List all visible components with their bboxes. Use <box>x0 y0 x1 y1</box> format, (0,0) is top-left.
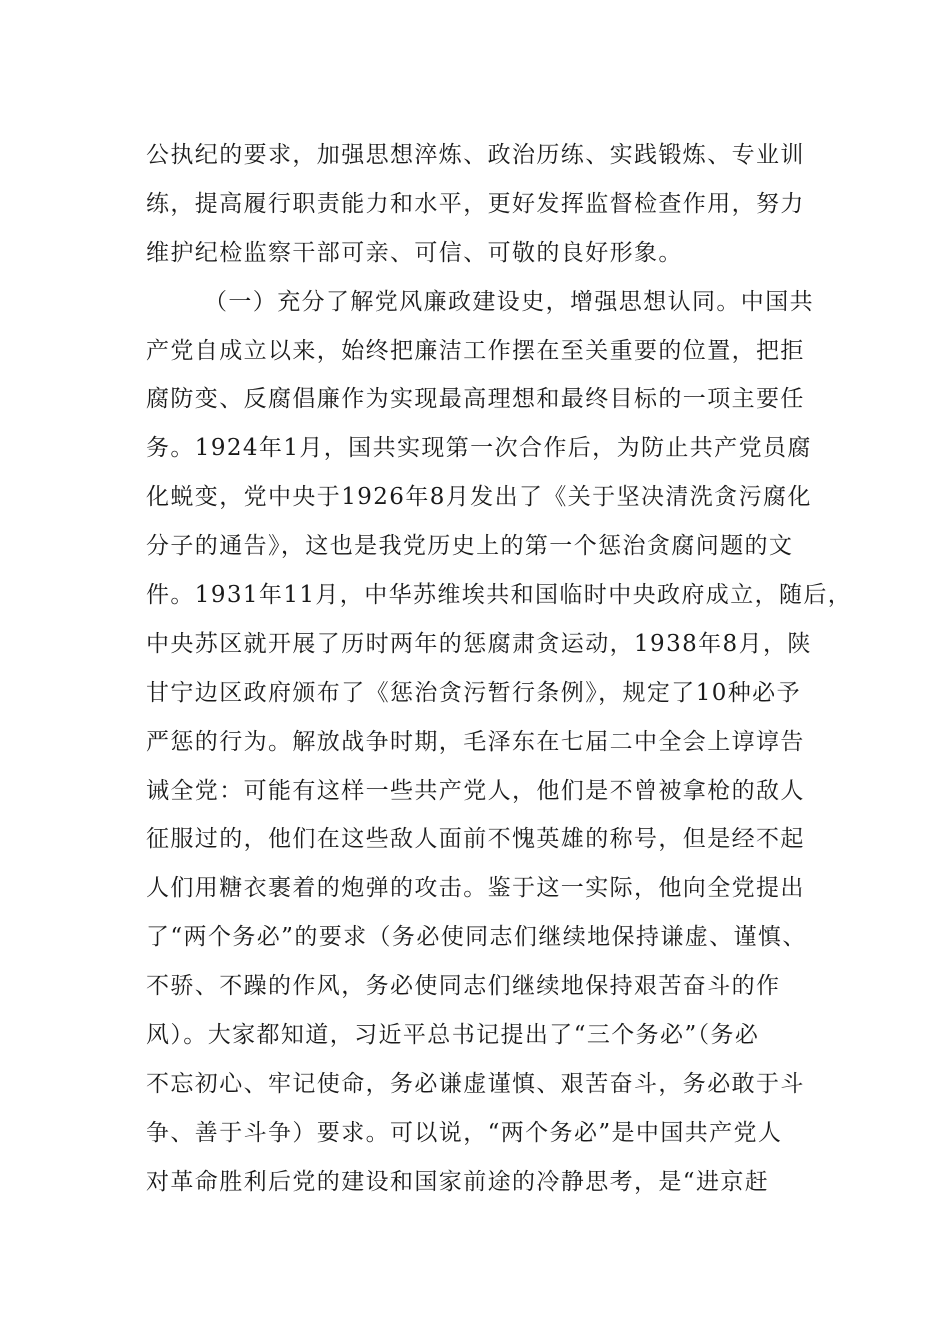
text-line-10: 件。1931年11月，中华苏维埃共和国临时中央政府成立，随后， <box>146 582 853 609</box>
text-line-3: 维护纪检监察干部可亲、可信、可敬的良好形象。 <box>146 239 683 266</box>
text-line-2: 练，提高履行职责能力和水平，更好发挥监督检查作用，努力 <box>146 190 805 217</box>
text-line-22: 对革命胜利后党的建设和国家前途的冷静思考，是“进京赶 <box>146 1168 770 1195</box>
text-line-11: 中央苏区就开展了历时两年的惩腐肃贪运动，1938年8月，陕 <box>146 630 812 657</box>
text-line-18: 不骄、不躁的作风，务必使同志们继续地保持艰苦奋斗的作 <box>146 973 781 1000</box>
section-heading-line: （一）充分了解党风廉政建设史，增强思想认同。中国共 <box>204 288 814 315</box>
text-line-5: 产党自成立以来，始终把廉洁工作摆在至关重要的位置，把拒 <box>146 337 805 364</box>
text-line-9: 分子的通告》，这也是我党历史上的第一个惩治贪腐问题的文 <box>146 533 794 560</box>
text-line-6: 腐防变、反腐倡廉作为实现最高理想和最终目标的一项主要任 <box>146 386 805 413</box>
text-line-12: 甘宁边区政府颁布了《惩治贪污暂行条例》，规定了10种必予 <box>146 679 801 706</box>
text-line-8: 化蜕变，党中央于1926年8月发出了《关于坚决清洗贪污腐化 <box>146 484 812 511</box>
text-line-15: 征服过的，他们在这些敌人面前不愧英雄的称号，但是经不起 <box>146 826 805 853</box>
text-line-19: 风）。大家都知道，习近平总书记提出了“三个务必”（务必 <box>146 1022 760 1049</box>
text-line-16: 人们用糖衣裹着的炮弹的攻击。鉴于这一实际，他向全党提出 <box>146 875 805 902</box>
text-line-14: 诫全党：可能有这样一些共产党人，他们是不曾被拿枪的敌人 <box>146 777 805 804</box>
text-line-7: 务。1924年1月，国共实现第一次合作后，为防止共产党员腐 <box>146 435 812 462</box>
text-line-1: 公执纪的要求，加强思想淬炼、政治历练、实践锻炼、专业训 <box>146 142 805 168</box>
text-line-17: 了“两个务必”的要求（务必使同志们继续地保持谦虚、谨慎、 <box>146 924 807 951</box>
text-line-13: 严惩的行为。解放战争时期，毛泽东在七届二中全会上谆谆告 <box>146 728 805 755</box>
text-line-21: 争、善于斗争）要求。可以说，“两个务必”是中国共产党人 <box>146 1119 783 1146</box>
body-text <box>146 131 853 1207</box>
text-line-20: 不忘初心、牢记使命，务必谦虚谨慎、艰苦奋斗，务必敢于斗 <box>146 1070 805 1097</box>
